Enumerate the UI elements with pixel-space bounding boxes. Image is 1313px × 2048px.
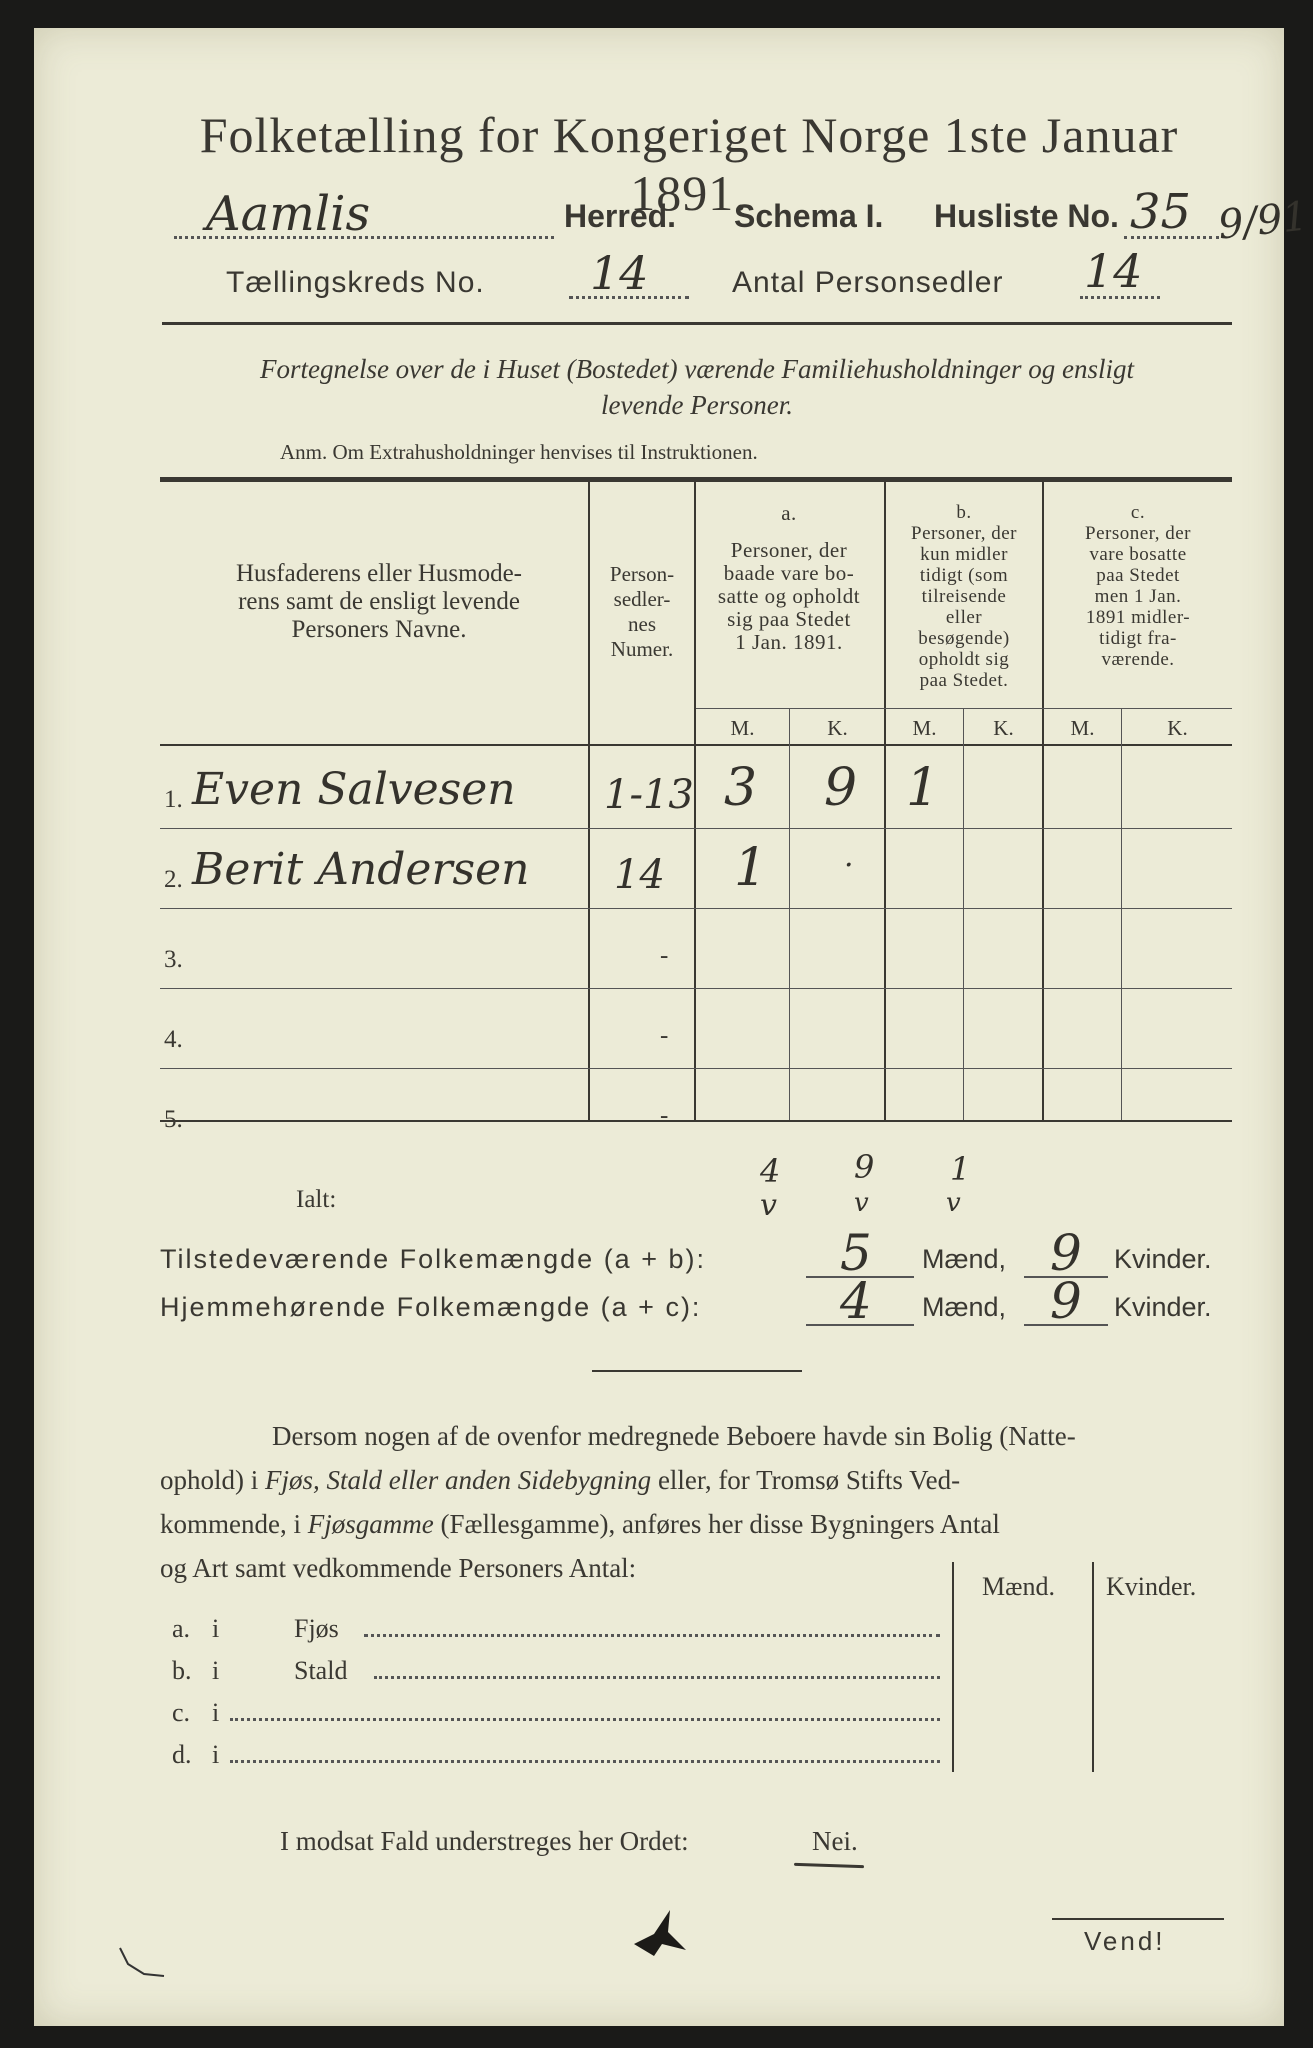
bolig-line-2a: ophold) i	[160, 1465, 265, 1495]
bolig-paragraph	[160, 1414, 1232, 1590]
section-divider	[592, 1370, 802, 1372]
bolig-line-1: Dersom nogen af de ovenfor medregnede Beboere havde sin Bolig (Natte-	[272, 1421, 1076, 1451]
row-line-2	[160, 908, 1232, 909]
tilst-label: Tilstedeværende Folkemængde (a + b):	[160, 1244, 706, 1274]
husliste-value: 35	[1130, 184, 1192, 240]
header-rule	[162, 322, 1232, 325]
hjem-k-value: 9	[1050, 1272, 1082, 1330]
col-name-line-2: rens samt de ensligt levende	[238, 588, 520, 615]
a-m-header: M.	[730, 716, 755, 740]
col-name-line-3: Personers Navne.	[291, 616, 467, 643]
col-b-line-6: besøgende)	[918, 628, 1010, 649]
b-m-header: M.	[912, 716, 937, 740]
col-sep-name	[588, 482, 590, 1120]
bolig-line-3	[160, 1502, 1232, 1546]
row-3-sedler: -	[660, 942, 669, 969]
bolig-line-2b: Fjøs, Stald eller anden Sidebygning	[265, 1465, 652, 1495]
col-sep-c-mk	[1121, 708, 1122, 1120]
col-c-line-7: værende.	[1101, 649, 1175, 670]
row-2-sedler: 14	[614, 852, 665, 898]
ialt-check-2: v	[854, 1188, 869, 1218]
table-bottom	[160, 1120, 1232, 1122]
col-b-line-3: tidigt (som	[919, 565, 1009, 586]
col-c-header	[1044, 502, 1232, 670]
bolig-c-letter: c.	[172, 1698, 191, 1727]
row-4-num: 4.	[164, 1026, 183, 1053]
col-name-line-1: Husfaderens eller Husmode-	[235, 560, 522, 587]
col-c-line-6: tidigt fra-	[1099, 628, 1177, 649]
intro-line-2: levende Personer.	[601, 390, 793, 420]
bolig-maend-head: Mænd.	[982, 1572, 1055, 1601]
antal-label: Antal Personsedler	[732, 266, 1004, 299]
row-2-a-k: ·	[844, 848, 854, 883]
kreds-value: 14	[590, 246, 649, 300]
row-line-4	[160, 1068, 1232, 1069]
a-k-header: K.	[827, 716, 848, 740]
row-line-3	[160, 988, 1232, 989]
bolig-line-3a: kommende, i	[160, 1509, 308, 1539]
ialt-check-3: v	[946, 1188, 961, 1218]
intro-line-1: Fortegnelse over de i Huset (Bostedet) værende Familiehusholdninger og ensligt	[259, 354, 1135, 384]
bolig-line-3b: Fjøsgamme	[307, 1509, 434, 1539]
bolig-a-i: i	[212, 1614, 220, 1643]
modsat-text: I modsat Fald understreges her Ordet:	[280, 1826, 689, 1856]
bolig-b-letter: b.	[172, 1656, 192, 1685]
corner-mark	[114, 1944, 174, 1984]
row-3-num: 3.	[164, 946, 183, 973]
ialt-check-1: v	[760, 1188, 777, 1223]
form-title: Folketælling for Kongeriget Norge 1ste Januar 1891.	[199, 107, 1179, 221]
col-b-header	[886, 502, 1042, 691]
bolig-line-2	[160, 1458, 1232, 1502]
row-5-sedler: -	[660, 1102, 669, 1129]
c-k-header: K.	[1167, 716, 1188, 740]
row-2-num: 2.	[164, 866, 183, 893]
col-name-header	[174, 560, 584, 644]
col-c-line-4: men 1 Jan.	[1094, 586, 1182, 607]
tilst-kvinder: Kvinder.	[1114, 1244, 1212, 1274]
col-c-line-5: 1891 midler-	[1085, 607, 1191, 628]
ialt-a-m: 4	[760, 1152, 781, 1190]
bolig-col-sep-1	[952, 1562, 954, 1772]
herred-value: Aamlis	[206, 186, 371, 242]
bolig-c-i: i	[212, 1698, 220, 1727]
bolig-a-letter: a.	[172, 1614, 191, 1643]
vend-text: Vend!	[1084, 1926, 1166, 1956]
bolig-col-sep-2	[1092, 1562, 1094, 1772]
bolig-kvinder-head: Kvinder.	[1106, 1572, 1197, 1601]
row-1-b-m: 1	[906, 758, 940, 818]
col-c-line-2: vare bosatte	[1089, 544, 1187, 565]
col-sep-b-mk	[963, 708, 964, 1120]
col-b-line-1: Personer, der	[911, 523, 1017, 544]
row-2-a-m: 1	[734, 838, 768, 898]
row-5-num: 5.	[164, 1106, 183, 1133]
bolig-d-letter: d.	[172, 1740, 192, 1769]
table-header-bottom	[160, 744, 1232, 746]
col-num-line-3: nes	[628, 612, 656, 636]
ialt-label: Ialt:	[296, 1186, 337, 1213]
row-1-name: Even Salvesen	[192, 764, 516, 815]
kreds-label: Tællingskreds No.	[226, 266, 485, 299]
bolig-c-dots	[230, 1718, 940, 1721]
hjem-kvinder: Kvinder.	[1114, 1292, 1212, 1322]
vend-rule	[1052, 1918, 1224, 1920]
col-a-header	[696, 502, 882, 654]
bolig-line-4: og Art samt vedkommende Personers Antal:	[160, 1553, 637, 1583]
antal-value: 14	[1084, 244, 1143, 298]
col-c-letter: c.	[1130, 502, 1146, 523]
col-b-line-2: kun midler	[920, 544, 1008, 565]
bolig-b-i: i	[212, 1656, 220, 1685]
bolig-a-dots	[364, 1634, 940, 1637]
bolig-d-dots	[230, 1760, 940, 1763]
col-b-line-7: opholdt sig	[918, 649, 1010, 670]
census-form-sheet	[34, 28, 1310, 2026]
col-a-line-2: baade vare bo-	[723, 561, 855, 585]
col-num-header	[592, 562, 692, 662]
row-1-a-m: 3	[724, 758, 758, 818]
col-a-line-3: satte og opholdt	[717, 584, 861, 608]
ink-mark	[624, 1904, 694, 1964]
nei-underline	[794, 1863, 864, 1868]
bolig-b-label: Stald	[294, 1656, 348, 1685]
nei-word: Nei.	[812, 1826, 858, 1856]
col-a-letter: a.	[781, 501, 797, 525]
row-line-1	[160, 828, 1232, 829]
hjem-m-value: 4	[840, 1272, 872, 1330]
col-b-line-4: tilreisende	[921, 586, 1007, 607]
col-c-line-1: Personer, der	[1085, 523, 1191, 544]
col-num-line-2: sedler-	[613, 587, 671, 611]
row-1-sedler: 1-13	[604, 772, 694, 818]
col-a-line-4: sig paa Stedet	[727, 607, 851, 631]
col-sep-a-mk	[789, 708, 790, 1120]
mk-header-rule	[696, 708, 1232, 709]
col-a-line-5: 1 Jan. 1891.	[735, 630, 843, 654]
col-a-line-1: Personer, der	[730, 538, 848, 562]
col-b-letter: b.	[956, 502, 972, 523]
tilst-maend: Mænd,	[922, 1244, 1007, 1274]
bolig-d-i: i	[212, 1740, 220, 1769]
col-b-line-5: eller	[945, 607, 983, 628]
row-1-num: 1.	[164, 786, 183, 813]
table-top-rule	[160, 477, 1232, 482]
bolig-a-label: Fjøs	[294, 1614, 339, 1643]
col-num-line-4: Numer.	[610, 637, 674, 661]
bolig-line-3c: (Fællesgamme), anføres her disse Bygningers Antal	[433, 1509, 1000, 1539]
tilst-k-value: 9	[1050, 1224, 1082, 1282]
row-2-name: Berit Andersen	[192, 844, 530, 895]
tilst-m-value: 5	[840, 1224, 872, 1282]
bolig-b-dots	[374, 1676, 940, 1679]
husliste-note: 9/91	[1215, 193, 1310, 249]
c-m-header: M.	[1070, 716, 1095, 740]
anm-note: Anm. Om Extrahusholdninger henvises til Instruktionen.	[280, 440, 758, 464]
ialt-a-k: 9	[854, 1148, 875, 1186]
row-1-a-k: 9	[824, 758, 858, 818]
husliste-label: Husliste No.	[934, 198, 1119, 234]
herred-label: Herred.	[564, 198, 677, 234]
col-c-line-3: paa Stedet	[1096, 565, 1180, 586]
ialt-b-m: 1	[950, 1150, 971, 1188]
schema-label: Schema I.	[734, 198, 884, 234]
hjem-maend: Mænd,	[922, 1292, 1007, 1322]
row-4-sedler: -	[660, 1022, 669, 1049]
col-num-line-1: Person-	[609, 562, 675, 586]
hjem-label: Hjemmehørende Folkemængde (a + c):	[160, 1292, 702, 1322]
bolig-line-2c: eller, for Tromsø Stifts Ved-	[651, 1465, 961, 1495]
col-b-line-8: paa Stedet.	[919, 670, 1009, 691]
b-k-header: K.	[993, 716, 1014, 740]
